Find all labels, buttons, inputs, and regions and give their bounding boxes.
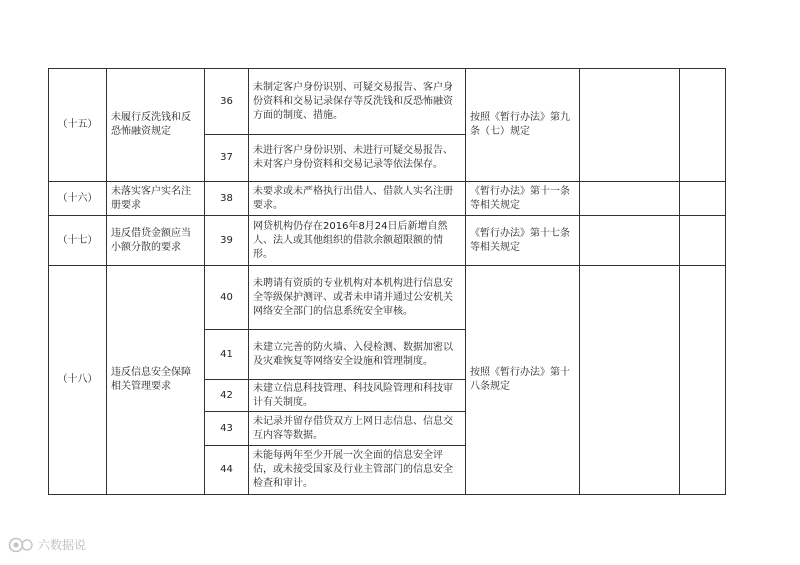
empty-cell <box>680 182 726 216</box>
group-index: （十七） <box>49 216 107 266</box>
regulation-basis: 《暂行办法》第十七条等相关规定 <box>466 216 580 266</box>
item-description: 未建立完善的防火墙、入侵检测、数据加密以及灾难恢复等网络安全设施和管理制度。 <box>249 330 466 380</box>
watermark <box>8 536 86 553</box>
group-index: （十八） <box>49 266 107 495</box>
group-index: （十五） <box>49 69 107 182</box>
item-number: 40 <box>205 266 249 330</box>
item-description: 未聘请有资质的专业机构对本机构进行信息安全等级保护测评、或者未申请并通过公安机关网络安全部门的信息系统安全审核。 <box>249 266 466 330</box>
group-title: 未履行反洗钱和反恐怖融资规定 <box>107 69 205 182</box>
empty-cell <box>580 266 680 495</box>
empty-cell <box>680 266 726 495</box>
group-index: （十六） <box>49 182 107 216</box>
item-description: 未要求或未严格执行出借人、借款人实名注册要求。 <box>249 182 466 216</box>
item-description: 未制定客户身份识别、可疑交易报告、客户身份资料和交易记录保存等反洗钱和反恐怖融资方面的制度、措施。 <box>249 69 466 135</box>
table-row <box>49 69 726 135</box>
item-number: 36 <box>205 69 249 135</box>
item-description: 网贷机构仍存在2016年8月24日后新增自然人、法人或其他组织的借款余额超限额的情形。 <box>249 216 466 266</box>
item-description: 未建立信息科技管理、科技风险管理和科技审计有关制度。 <box>249 380 466 412</box>
regulation-basis: 按照《暂行办法》第十八条规定 <box>466 266 580 495</box>
empty-cell <box>680 216 726 266</box>
empty-cell <box>580 216 680 266</box>
item-number: 39 <box>205 216 249 266</box>
item-description: 未进行客户身份识别、未进行可疑交易报告、未对客户身份资料和交易记录等依法保存。 <box>249 135 466 182</box>
table-row <box>49 266 726 330</box>
item-number: 37 <box>205 135 249 182</box>
empty-cell <box>680 69 726 182</box>
table-row <box>49 182 726 216</box>
group-title: 违反借贷金额应当小额分散的要求 <box>107 216 205 266</box>
item-description: 未能每两年至少开展一次全面的信息安全评估，或未接受国家及行业主管部门的信息安全检查和审计。 <box>249 446 466 495</box>
item-description: 未记录并留存借贷双方上网日志信息、信息交互内容等数据。 <box>249 412 466 446</box>
regulation-table <box>48 68 726 495</box>
group-title: 违反信息安全保障相关管理要求 <box>107 266 205 495</box>
regulation-basis: 《暂行办法》第十一条等相关规定 <box>466 182 580 216</box>
item-number: 44 <box>205 446 249 495</box>
group-title: 未落实客户实名注册要求 <box>107 182 205 216</box>
empty-cell <box>580 69 680 182</box>
watermark-text: 六数据说 <box>38 538 87 552</box>
regulation-basis: 按照《暂行办法》第九条（七）规定 <box>466 69 580 182</box>
camera-lens-icon <box>8 537 34 553</box>
table-row <box>49 216 726 266</box>
empty-cell <box>580 182 680 216</box>
item-number: 43 <box>205 412 249 446</box>
item-number: 38 <box>205 182 249 216</box>
item-number: 42 <box>205 380 249 412</box>
item-number: 41 <box>205 330 249 380</box>
